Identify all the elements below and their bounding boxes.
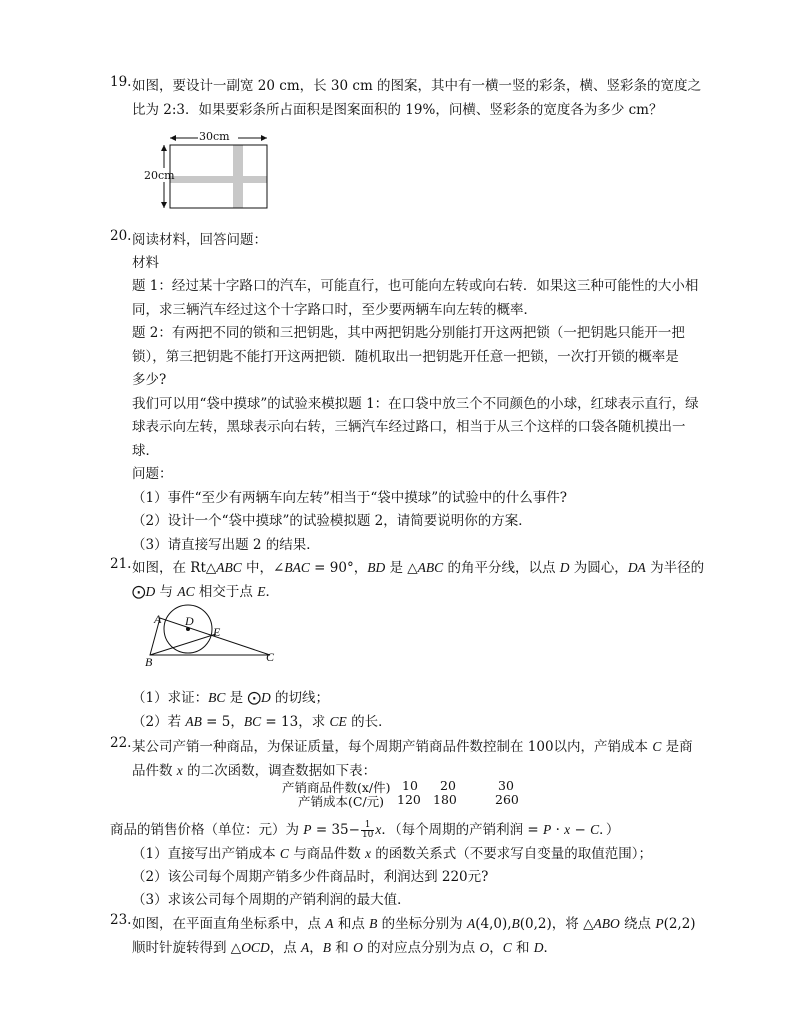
- q20-p1-line2: 同，求三辆汽车经过这个十字路口时，至少要两辆车向左转的概率．: [132, 302, 537, 318]
- q22-table-cell: 10: [402, 778, 418, 793]
- q19-number: 19.: [110, 74, 132, 90]
- q22-price-line: 商品的销售价格（单位：元）为 P = 35− $\frac{1}{10}$ x．（每个周期的产销利润 = P · x − C．）: [110, 820, 620, 840]
- q21-fig-label-D: D: [185, 614, 194, 628]
- q22-table-cell: 120: [397, 792, 421, 807]
- q23-line1: 如图，在平面直角坐标系中，点 A 和点 B 的坐标分别为 A(4,0),B(0,2)，将 △ABO 绕点 P(2,2): [132, 916, 696, 932]
- q20-material-heading: 材料: [132, 255, 159, 271]
- q20-title: 阅读材料，回答问题：: [132, 232, 267, 248]
- q20-number: 20.: [110, 228, 132, 244]
- q20-question-heading: 问题：: [132, 466, 173, 482]
- q20-p1-line1: 题 1：经过某十字路口的汽车，可能直行，也可能向左转或向右转．如果这三种可能性的大小相: [132, 278, 699, 294]
- q19-fig-height-label: 20cm: [144, 169, 175, 182]
- q20-p3-line1: 我们可以用“袋中摸球”的试验来模拟题 1：在口袋中放三个不同颜色的小球，红球表示直行，绿: [132, 396, 699, 412]
- q20-sub2: （2）设计一个“袋中摸球”的试验模拟题 2，请简要说明你的方案．: [132, 513, 532, 529]
- q22-table-cell: 30: [498, 778, 514, 793]
- q22-table-row2-label: 产销成本(C/元): [298, 794, 385, 809]
- q22-number: 22.: [110, 735, 132, 751]
- q21-fig-label-C: C: [266, 650, 275, 664]
- q22-table-cell: 180: [433, 792, 457, 807]
- q20-p2-line1: 题 2：有两把不同的锁和三把钥匙，其中两把钥匙分别能打开这两把锁（一把钥匙只能开一把: [132, 325, 685, 341]
- q22-line2: 品件数 x 的二次函数，调查数据如下表：: [132, 763, 377, 779]
- q22-table-row1-label: 产销商品件数(x/件): [282, 780, 391, 795]
- q20-p2-line3: 多少?: [132, 372, 167, 388]
- q21-number: 21.: [110, 556, 132, 572]
- q22-sub1: （1）直接写出产销成本 C 与商品件数 x 的函数关系式（不要求写自变量的取值范围）；: [132, 846, 653, 862]
- q21-sub2: （2）若 AB = 5，BC = 13，求 CE 的长．: [132, 714, 392, 730]
- q20-sub3: （3）请直接写出题 2 的结果．: [132, 537, 320, 553]
- q22-line1: 某公司产销一种商品，为保证质量，每个周期产销商品件数控制在 100以内，产销成本 C 是商: [132, 739, 693, 755]
- q20-p3-line3: 球．: [132, 443, 159, 459]
- q21-line1: 如图，在 Rt△ABC 中，∠BAC = 90°，BD 是 △ABC 的角平分线，以点 D 为圆心，DA 为半径的: [132, 560, 705, 576]
- q23-number: 23.: [110, 912, 132, 928]
- q21-fig-label-B: B: [145, 655, 153, 669]
- q22-price-fraction: $\frac{1}{10}$: [361, 820, 374, 840]
- q20-p3-line2: 球表示向左转，黑球表示向右转，三辆汽车经过路口，相当于从三个这样的口袋各随机摸出一: [132, 419, 686, 435]
- q20-sub1: （1）事件“至少有两辆车向左转”相当于“袋中摸球”的试验中的什么事件?: [132, 490, 567, 506]
- q19-line1: 如图，要设计一副宽 20 cm，长 30 cm 的图案，其中有一横一竖的彩条，横、竖彩条的宽度之: [132, 78, 702, 94]
- q22-table-cell: 260: [495, 792, 519, 807]
- q21-line2: ⨀D 与 AC 相交于点 E．: [132, 584, 279, 600]
- q22-sub2: （2）该公司每个周期产销多少件商品时，利润达到 220元?: [132, 869, 489, 885]
- q21-fig-label-E: E: [213, 625, 221, 639]
- q19-fig-width-label: 30cm: [199, 130, 230, 143]
- q21-fig-label-A: A: [154, 612, 162, 626]
- q21-sub1: （1）求证：BC 是 ⨀D 的切线；: [132, 690, 329, 706]
- q22-table-cell: 20: [440, 778, 456, 793]
- q20-p2-line2: 锁），第三把钥匙不能打开这两把锁．随机取出一把钥匙开任意一把锁，一次打开锁的概率是: [132, 349, 679, 365]
- q22-sub3: （3）求该公司每个周期的产销利润的最大值．: [132, 892, 411, 908]
- q19-line2: 比为 2:3．如果要彩条所占面积是图案面积的 19%，问横、竖彩条的宽度各为多少 cm？: [132, 102, 663, 118]
- q23-line2: 顺时针旋转得到 △OCD，点 A，B 和 O 的对应点分别为点 O，C 和 D．: [132, 940, 558, 956]
